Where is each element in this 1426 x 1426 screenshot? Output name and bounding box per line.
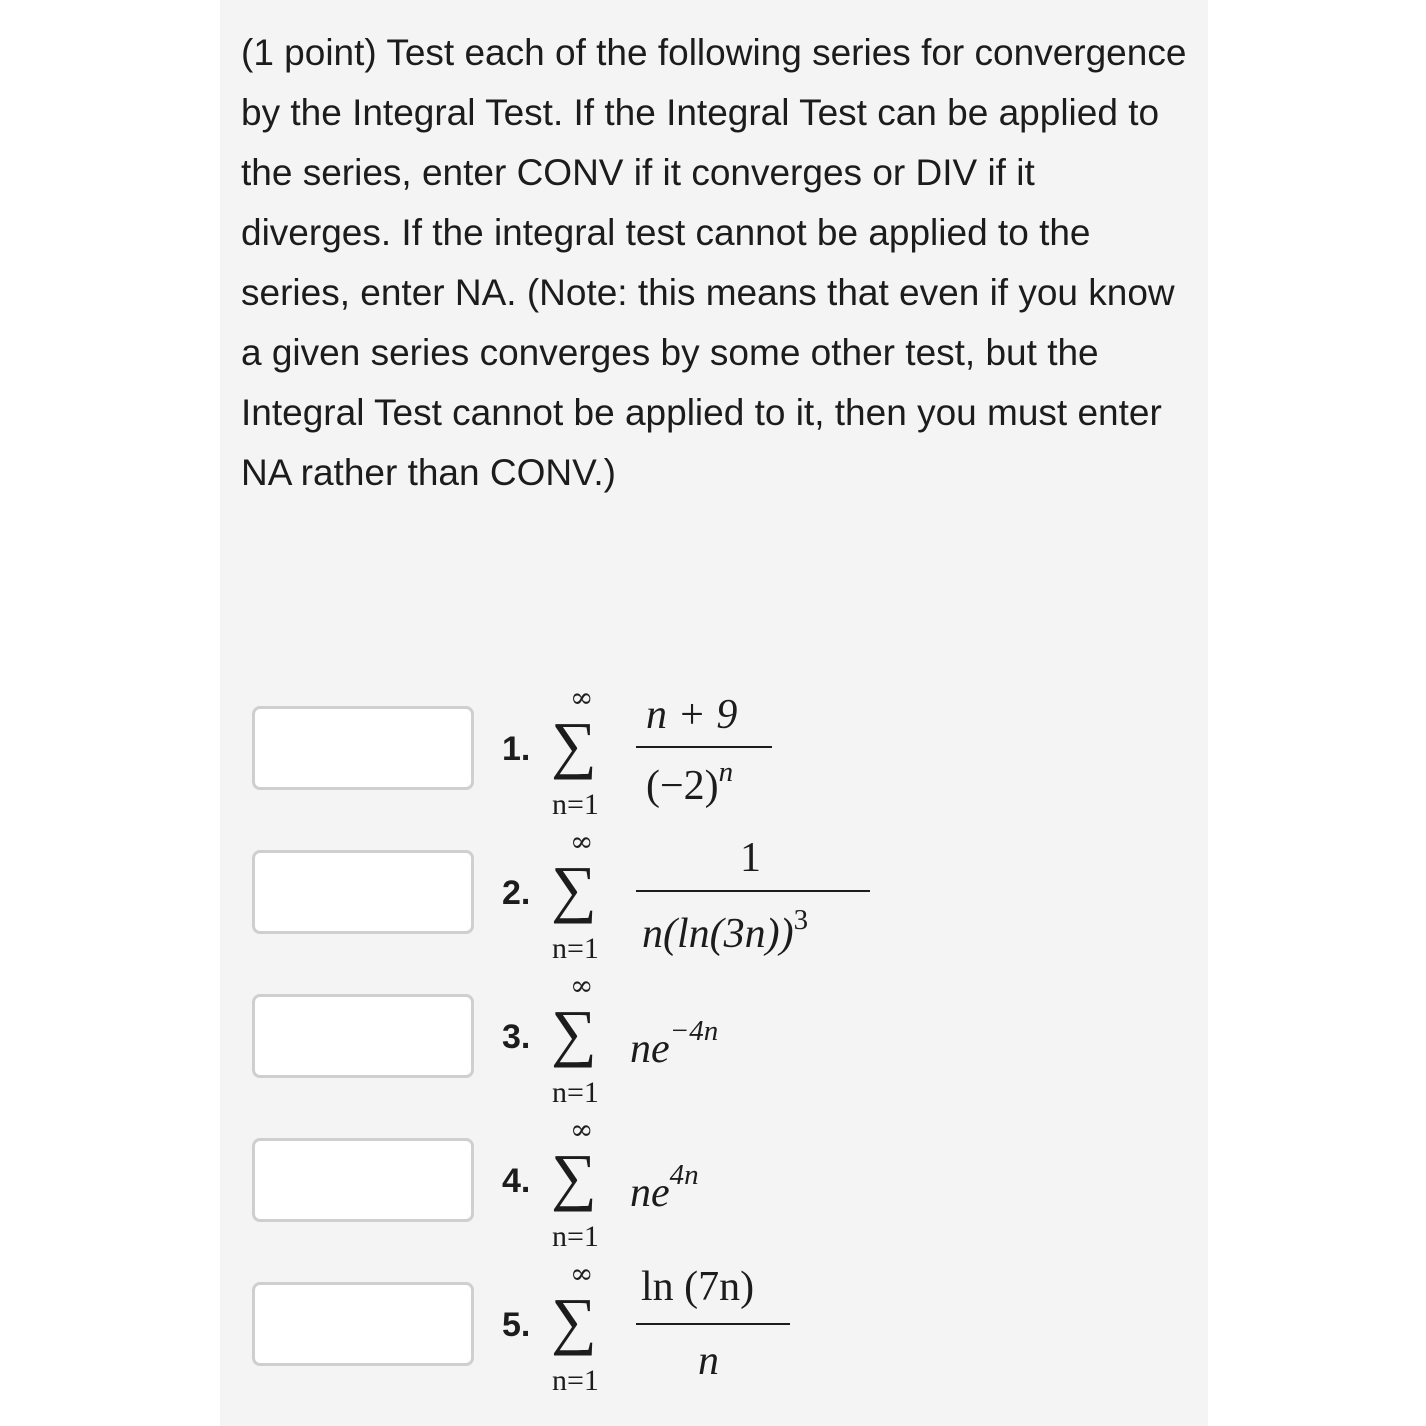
numerator-2: 1 [740, 835, 761, 881]
series-number-3: 3. [502, 1018, 531, 1056]
upper-limit-4: ∞ [570, 1113, 594, 1146]
lower-limit-1: n=1 [552, 788, 599, 821]
term-3: $ne^{-4n}$ [630, 1015, 719, 1072]
lower-limit-4: n=1 [552, 1220, 599, 1253]
numerator-1: n + 9 [646, 692, 738, 738]
series-number-2: 2. [502, 874, 531, 912]
summation-symbol-3: ∑ [551, 997, 597, 1068]
problem-instructions: (1 point) Test each of the following series for convergence by the Integral Test. If the Integral Test can be applied to the series, enter CONV if it converges or DIV if it diverges. If the integral test cannot be applied to the series, enter NA. (Note: this means that even if you know a given series converges by some other test, but the Integral Test cannot be applied to it, then you must enter NA rather than CONV.) [241, 32, 1187, 493]
fraction-bar-2 [636, 890, 870, 892]
denominator-2: $n(\ln(3n))^3$ [642, 904, 809, 957]
summation-symbol-2: ∑ [551, 853, 597, 924]
upper-limit-1: ∞ [570, 681, 594, 714]
upper-limit-5: ∞ [570, 1257, 594, 1290]
upper-limit-2: ∞ [570, 825, 594, 858]
series-number-4: 4. [502, 1162, 531, 1200]
numerator-5: ln (7n) [641, 1264, 755, 1310]
term-4: $ne^{4n}$ [630, 1159, 699, 1216]
lower-limit-3: n=1 [552, 1076, 599, 1109]
lower-limit-2: n=1 [552, 932, 599, 965]
answer-input-3[interactable] [252, 994, 474, 1078]
answer-input-5[interactable] [252, 1282, 474, 1366]
lower-limit-5: n=1 [552, 1364, 599, 1397]
upper-limit-3: ∞ [570, 969, 594, 1002]
series-number-1: 1. [502, 730, 531, 768]
fraction-bar-1 [636, 746, 772, 748]
answer-input-4[interactable] [252, 1138, 474, 1222]
summation-symbol-1: ∑ [551, 709, 597, 780]
answer-input-1[interactable] [252, 706, 474, 790]
summation-symbol-5: ∑ [551, 1285, 597, 1356]
summation-symbol-4: ∑ [551, 1141, 597, 1212]
denominator-1: $(-2)^n$ [646, 756, 734, 809]
fraction-bar-5 [636, 1323, 790, 1325]
denominator-5: n [698, 1338, 719, 1384]
series-number-5: 5. [502, 1306, 531, 1344]
answer-input-2[interactable] [252, 850, 474, 934]
